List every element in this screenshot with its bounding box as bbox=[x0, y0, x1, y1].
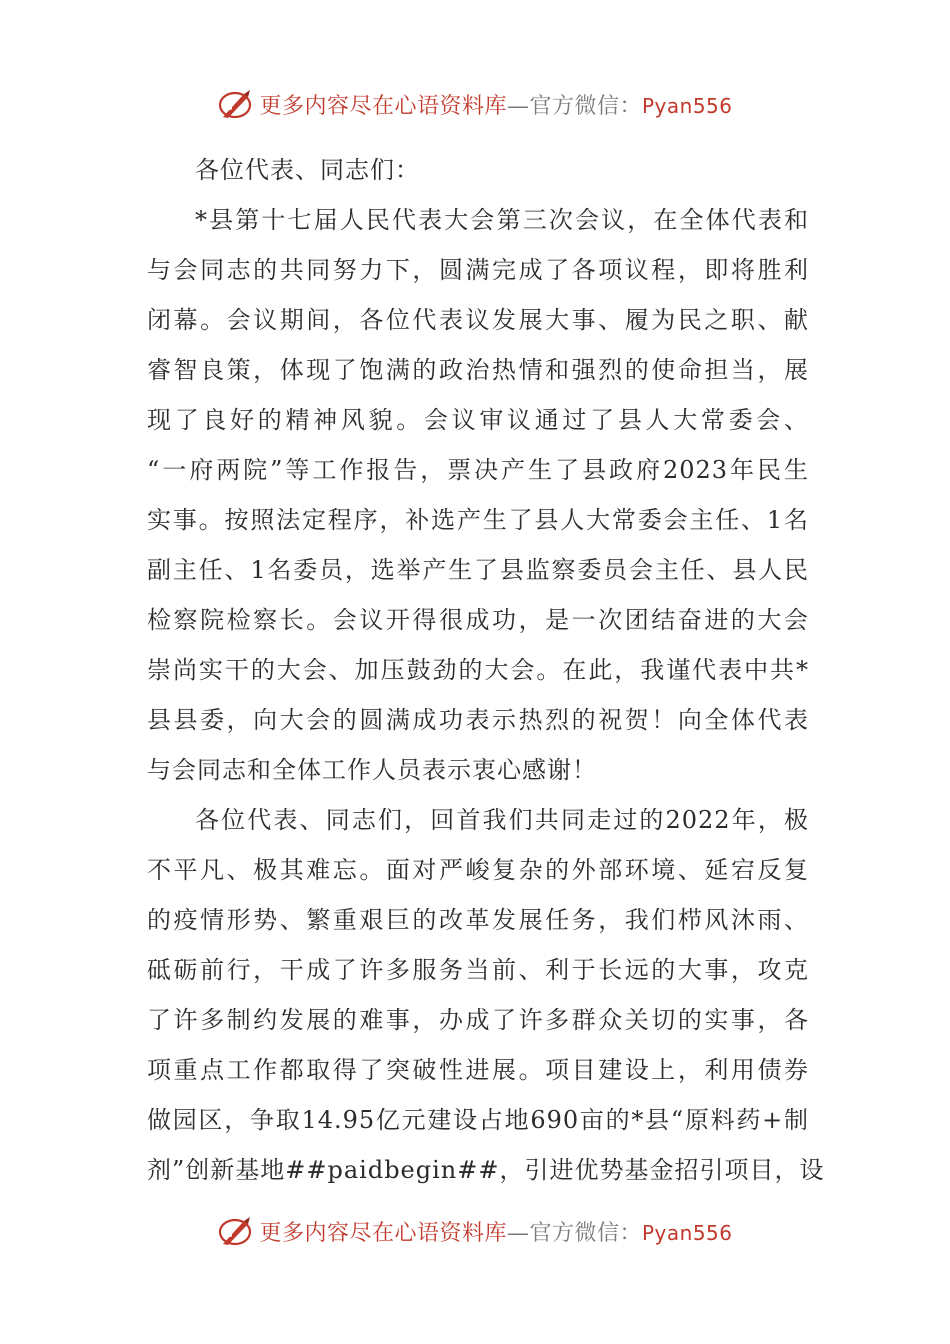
text-line: 崇尚实干的大会、加压鼓劲的大会。在此，我谨代表中共* bbox=[147, 656, 809, 684]
text-line: 的疫情形势、繁重艰巨的改革发展任务，我们栉风沐雨、 bbox=[147, 906, 809, 934]
document-body bbox=[147, 145, 825, 1195]
text-line: 与会同志和全体工作人员表示衷心感谢！ bbox=[147, 756, 597, 784]
text-line: 剂”创新基地##paidbegin##，引进优势基金招引项目，设 bbox=[147, 1156, 825, 1184]
text-line: 做园区，争取14.95亿元建设占地690亩的*县“原料药+制 bbox=[147, 1106, 809, 1134]
text-line: 各位代表、同志们： bbox=[195, 156, 420, 184]
text-line: 砥砺前行，干成了许多服务当前、利于长远的大事，攻克 bbox=[147, 956, 809, 984]
pen-logo-icon bbox=[217, 88, 255, 120]
watermark-wechat-id: Pyan556 bbox=[642, 1220, 733, 1245]
text-line: 各位代表、同志们，回首我们共同走过的2022年，极 bbox=[195, 806, 809, 834]
text-line: 项重点工作都取得了突破性进展。项目建设上，利用债券 bbox=[147, 1056, 809, 1084]
text-line: 实事。按照法定程序，补选产生了县人大常委会主任、1名 bbox=[147, 506, 809, 534]
watermark-footer bbox=[0, 1211, 950, 1251]
watermark-wechat-id: Pyan556 bbox=[642, 93, 733, 118]
text-line: 副主任、1名委员，选举产生了县监察委员会主任、县人民 bbox=[147, 556, 809, 584]
text-line: 了许多制约发展的难事，办成了许多群众关切的实事，各 bbox=[147, 1006, 809, 1034]
watermark-library-text: 更多内容尽在心语资料库 bbox=[259, 1220, 507, 1246]
watermark-official-label: —官方微信： bbox=[506, 1220, 642, 1246]
text-line: 县县委，向大会的圆满成功表示热烈的祝贺！向全体代表 bbox=[147, 706, 809, 734]
text-line: 检察院检察长。会议开得很成功，是一次团结奋进的大会 bbox=[147, 606, 809, 634]
text-line: 与会同志的共同努力下，圆满完成了各项议程，即将胜利 bbox=[147, 256, 809, 284]
pen-logo-icon bbox=[217, 1215, 255, 1247]
text-line: 闭幕。会议期间，各位代表议发展大事、履为民之职、献 bbox=[147, 306, 809, 334]
text-line: 睿智良策，体现了饱满的政治热情和强烈的使命担当，展 bbox=[147, 356, 809, 384]
watermark-library-text: 更多内容尽在心语资料库 bbox=[259, 93, 507, 119]
text-line: 现了良好的精神风貌。会议审议通过了县人大常委会、 bbox=[147, 406, 809, 434]
text-line: “一府两院”等工作报告，票决产生了县政府2023年民生 bbox=[147, 456, 809, 484]
text-line: 不平凡、极其难忘。面对严峻复杂的外部环境、延宕反复 bbox=[147, 856, 809, 884]
watermark-header bbox=[0, 84, 950, 124]
text-line: *县第十七届人民代表大会第三次会议，在全体代表和 bbox=[195, 206, 809, 234]
watermark-official-label: —官方微信： bbox=[506, 93, 642, 119]
